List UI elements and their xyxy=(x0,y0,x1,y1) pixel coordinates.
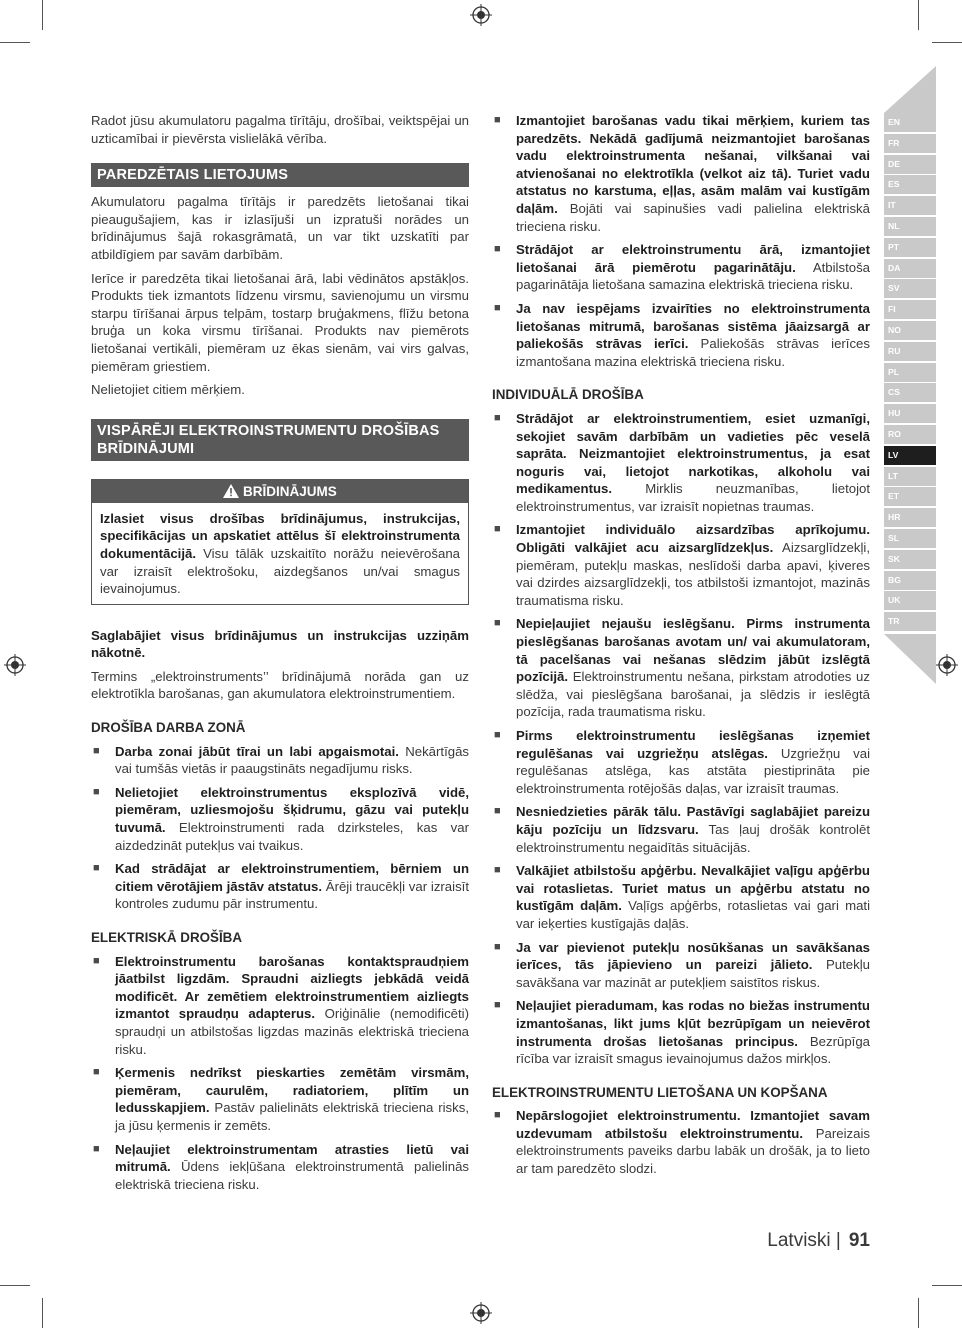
list-item xyxy=(91,784,469,854)
warning-bold-text: Izlasiet visus drošības brīdinājumus, instrukcijas, specifikācijas un apskatiet attēlus šī elektroinstrumenta dokumentācijā. xyxy=(100,510,460,561)
list-item xyxy=(492,300,870,370)
list-item-text: Ārēji traucēkļi var izraisīt kontroles zudumu pār instrumentu. xyxy=(115,878,469,912)
bullet-square-icon: ■ xyxy=(93,744,100,757)
warning-text: Visu tālāk uzskaitīto norāžu neievērošana var izraisīt elektrošoku, aizdegšanos un/vai smagus ievainojumus. xyxy=(100,545,460,597)
list-item xyxy=(492,615,870,721)
bullet-square-icon: ■ xyxy=(93,1142,100,1155)
term-note: Termins „elektroinstruments’’ brīdinājumā norāda gan uz elektrotīkla barošanas, gan akumulatora elektroinstrumentiem. xyxy=(91,668,469,702)
language-tab-uk[interactable]: UK xyxy=(884,591,936,610)
language-tab-fi[interactable]: FI xyxy=(884,300,936,319)
list-item-bold: Pirms elektroinstrumentu ieslēgšanas izņemiet regulēšanas vai uzgriežņu atslēgas. xyxy=(516,728,870,761)
list-item-bold: Ja nav iespējams izvairīties no elektroinstrumenta lietošanas mitrumā, barošanas sistēma jāaizsargā ar paliekošās strāvas ierīci. xyxy=(516,300,870,352)
warning-body xyxy=(92,503,468,604)
language-tab-sk[interactable]: SK xyxy=(884,550,936,569)
language-tab-ro[interactable]: RO xyxy=(884,425,936,444)
language-tab-cs[interactable]: CS xyxy=(884,383,936,402)
list-item-bold: Valkājiet atbilstošu apģērbu. Nevalkājiet vaļīgu apģērbu vai rotaslietas. Turiet matus un apģērbu atstatu no kustīgām daļām. xyxy=(516,863,870,914)
list-item-text: Atbilstoša pagarinātāja lietošana samazina elektriskā trieciena risku. xyxy=(516,259,870,293)
list-item xyxy=(91,860,469,913)
language-tab-lv[interactable]: LV xyxy=(884,446,936,465)
crop-mark xyxy=(918,0,919,30)
bullet-square-icon: ■ xyxy=(494,301,501,314)
page-footer xyxy=(767,1230,870,1252)
section-heading-intended-use: PAREDZĒTAIS LIETOJUMS xyxy=(91,163,469,187)
list-item-bold: Nelietojiet elektroinstrumentus eksplozīvā vidē, piemēram, uzliesmojošu šķidrumu, gāzu vai putekļu tuvumā. xyxy=(115,784,469,836)
list-item-bold: Ja var pievienot putekļu nosūkšanas un savākšanas ierīces, tās jāpievieno un pareizi jālieto. xyxy=(516,939,870,973)
save-instructions-note xyxy=(91,627,469,662)
bullet-square-icon: ■ xyxy=(494,1109,501,1122)
list-item-text: Pareizais elektroinstruments paveiks darbu labāk un drošāk, ja to lieto ar tam paredzēto slodzi. xyxy=(516,1125,871,1177)
crop-mark xyxy=(932,1285,962,1286)
registration-mark-icon xyxy=(470,1302,492,1324)
electrical-continued-list xyxy=(492,112,870,370)
bullet-square-icon: ■ xyxy=(494,523,501,536)
list-item-bold: Elektroinstrumentu barošanas kontaktspraudņiem jāatbilst ligzdām. Spraudni aizliegts jebkādā veidā modificēt. Ar zemētiem elektroinstrumentiem aizliegts izmantot spraudņu adapterus. xyxy=(115,953,469,1022)
list-item-text: Vaļīgs apģērbs, rotaslietas vai gari mati var ieķerties kustīgajās daļās. xyxy=(516,898,870,931)
list-item xyxy=(91,1141,469,1194)
list-item-bold: Kad strādājat ar elektroinstrumentiem, bērniem un citiem vērotājiem jāstāv atstatus. xyxy=(115,861,469,894)
warning-box xyxy=(91,479,469,605)
list-item-bold: Nepārslogojiet elektroinstrumentu. Izmantojiet savam uzdevumam atbilstošu elektroinstrumentu. xyxy=(516,1108,870,1141)
language-tab-hr[interactable]: HR xyxy=(884,508,936,527)
crop-mark xyxy=(42,0,43,30)
language-tab-tr[interactable]: TR xyxy=(884,612,936,631)
crop-mark xyxy=(0,1285,30,1286)
list-item xyxy=(492,1107,870,1177)
bullet-square-icon: ■ xyxy=(93,954,100,967)
subheading-personal-safety: INDIVIDUĀLĀ DROŠĪBA xyxy=(492,387,644,403)
list-item-text: Pastāv palielināts elektriskā trieciena risks, ja jūsu ķermenis ir zemēts. xyxy=(115,1100,469,1133)
registration-mark-icon xyxy=(936,654,958,676)
page-number: 91 xyxy=(848,1230,870,1251)
bullet-square-icon: ■ xyxy=(93,1066,100,1079)
list-item-bold: Ķermenis nedrīkst pieskarties zemētām virsmām, piemēram, caurulēm, radiatoriem, plītīm un ledusskapjiem. xyxy=(115,1065,469,1116)
left-column xyxy=(91,112,469,1199)
subheading-use-care: ELEKTROINSTRUMENTU LIETOŠANA UN KOPŠANA xyxy=(492,1084,828,1100)
bullet-square-icon: ■ xyxy=(494,729,501,741)
section-heading-general-warnings: VISPĀRĒJI ELEKTROINSTRUMENTU DROŠĪBAS BRĪDINĀJUMI xyxy=(91,419,469,461)
intended-use-p3: Nelietojiet citiem mērķiem. xyxy=(91,382,245,398)
list-item-bold: Neļaujiet elektroinstrumentam atrasties lietū vai mitrumā. xyxy=(115,1141,469,1175)
subheading-work-area: DROŠĪBA DARBA ZONĀ xyxy=(91,720,246,736)
bullet-square-icon: ■ xyxy=(494,999,501,1012)
list-item xyxy=(492,112,870,235)
subheading-electrical: ELEKTRISKĀ DROŠĪBA xyxy=(91,930,243,945)
bullet-square-icon: ■ xyxy=(494,940,501,953)
list-item xyxy=(492,939,870,992)
warning-title: BRĪDINĀJUMS xyxy=(243,483,337,499)
list-item xyxy=(492,803,870,856)
language-tab-fr[interactable]: FR xyxy=(884,134,936,153)
right-column xyxy=(492,112,870,1184)
list-item-text: Tas ļauj drošāk kontrolēt elektroinstrumentu negaidītās situācijās. xyxy=(516,821,870,855)
personal-safety-list xyxy=(492,410,870,1068)
list-item-text: Aizsarglīdzekļi, piemēram, putekļu maskas, neslīdoši darba apavi, ķiveres vai dzirdes aizsarglīdzekļi, tos atbilstoši izmantojot, mazinās traumatisma risku. xyxy=(516,540,870,608)
list-item-text: Elektroinstrumenti rada dzirksteles, kas var aizdedzināt putekļus vai tvaikus. xyxy=(115,820,469,853)
tab-bottom-triangle xyxy=(884,634,936,684)
language-tab-et[interactable]: ET xyxy=(884,487,936,506)
list-item xyxy=(492,521,870,609)
language-tabs xyxy=(884,113,936,633)
list-item-text: Oriģinālie (nemodificēti) spraudņi un atbilstošas ligzdas mazinās elektriskā trieciena risku. xyxy=(115,1006,469,1057)
crop-mark xyxy=(918,1298,919,1328)
list-item xyxy=(91,953,469,1059)
list-item xyxy=(492,727,870,797)
intended-use-p1: Akumulatoru pagalma tīrītājs ir paredzēts lietošanai tikai pieaugušajiem, kas ir izlasījuši un izpratuši norādes un brīdinājumus šajā rokasgrāmatā, un var tikt uzskatīti par atbildīgiem par savām darbībām. xyxy=(91,194,469,262)
bullet-square-icon: ■ xyxy=(494,114,501,126)
list-item-bold: Strādājot ar elektroinstrumentu ārā, izmantojiet lietošanai ārā piemērotu pagarinātāju. xyxy=(516,242,870,275)
list-item-bold: Neļaujiet pieradumam, kas rodas no biežas instrumentu izmantošanas, likt jums kļūt bezrūpīgam un neievērot instrumenta drošas lietošanas principus. xyxy=(516,998,870,1049)
language-tab-pt[interactable]: PT xyxy=(884,238,936,257)
list-item-text: Ūdens iekļūšana elektroinstrumentā palielinās elektriskā trieciena risku. xyxy=(115,1159,469,1192)
bullet-square-icon: ■ xyxy=(494,243,501,256)
language-tab-bg[interactable]: BG xyxy=(884,571,936,590)
list-item-bold: Nesniedzieties pārāk tālu. Pastāvīgi saglabājiet pareizu kāju pozīciju un līdzsvaru. xyxy=(516,804,870,837)
list-item-bold: Izmantojiet barošanas vadu tikai mērķiem, kuriem tas paredzēts. Nekādā gadījumā neizmantojiet barošanas vadu elektroinstrumenta nešanai, vilkšanai vai atvienošanai no elektrotīkla (velkot aiz tā). Turiet vadu atstatus no karstuma, eļļas, asām malām vai kustīgām daļām. xyxy=(516,113,870,216)
crop-mark xyxy=(42,1298,43,1328)
list-item-text: Bojāti vai sapinušies vadi palielina elektriskā trieciena risku. xyxy=(516,200,870,234)
bullet-square-icon: ■ xyxy=(494,411,501,424)
list-item-text: Bezrūpīga rīcība var izraisīt smagus ievainojumus dažos mirkļos. xyxy=(516,1033,870,1067)
bullet-square-icon: ■ xyxy=(494,805,501,818)
language-tab-pl[interactable]: PL xyxy=(884,363,936,382)
tab-top-triangle xyxy=(884,66,936,113)
language-tab-sv[interactable]: SV xyxy=(884,279,936,298)
language-tab-lt[interactable]: LT xyxy=(884,467,936,486)
language-tab-hu[interactable]: HU xyxy=(884,404,936,423)
list-item-bold: Darba zonai jābūt tīrai un labi apgaismotai. xyxy=(115,743,399,759)
intro-paragraph: Radot jūsu akumulatoru pagalma tīrītāju, drošībai, veiktspējai un uzticamībai ir pievērsta vislielākā vērība. xyxy=(91,113,469,146)
bullet-square-icon: ■ xyxy=(494,864,501,877)
language-tab-nl[interactable]: NL xyxy=(884,217,936,236)
save-note-bold: Saglabājiet visus brīdinājumus un instrukcijas uzziņām nākotnē. xyxy=(91,627,469,661)
list-item xyxy=(492,241,870,294)
language-tab-da[interactable]: DA xyxy=(884,259,936,278)
language-tab-ru[interactable]: RU xyxy=(884,342,936,361)
list-item-text: Elektroinstrumentu nešana, pirkstam atrodoties uz slēdža, vai pieslēgšana barošanai, ja slēdzis ir ieslēgtā pozīcija, rada traumatisma risku. xyxy=(516,669,870,720)
list-item-text: Mirklis neuzmanības, lietojot elektroinstrumentus, var izraisīt nopietnas traumas. xyxy=(516,481,870,514)
language-tab-de[interactable]: DE xyxy=(884,155,936,174)
list-item-text: Putekļu savākšana var mazināt ar putekļiem saistītos riskus. xyxy=(516,957,870,990)
registration-mark-icon xyxy=(470,4,492,26)
list-item-text: Paliekošās strāvas ierīces izmantošana mazina elektriskā trieciena risku. xyxy=(516,336,870,369)
list-item xyxy=(492,410,870,516)
list-item-bold: Izmantojiet individuālo aizsardzības aprīkojumu. Obligāti valkājiet acu aizsarglīdzekļus. xyxy=(516,522,870,556)
language-tab-no[interactable]: NO xyxy=(884,321,936,340)
bullet-square-icon: ■ xyxy=(93,862,100,875)
bullet-square-icon: ■ xyxy=(93,785,100,798)
use-care-list xyxy=(492,1107,870,1177)
list-item-text: Nekārtīgās vai tumšās vietās ir paaugstināts negadījumu risks. xyxy=(115,743,469,777)
language-tab-es[interactable]: ES xyxy=(884,175,936,194)
registration-mark-icon xyxy=(4,654,26,676)
list-item xyxy=(91,1064,469,1134)
list-item xyxy=(91,743,469,778)
bullet-square-icon: ■ xyxy=(494,617,501,630)
language-tab-en[interactable]: EN xyxy=(884,113,936,132)
warning-triangle-icon xyxy=(223,484,239,498)
language-tab-sl[interactable]: SL xyxy=(884,529,936,548)
list-item-bold: Nepieļaujiet nejaušu ieslēgšanu. Pirms instrumenta pieslēgšanas barošanas avotam un/ vai akumulatoram, tā pacelšanas vai nešanas slēdzim jābūt izslēgtā pozīcijā. xyxy=(516,616,870,685)
warning-header xyxy=(92,480,468,503)
list-item-bold: Strādājot ar elektroinstrumentiem, esiet uzmanīgi, sekojiet savām darbībām un vadieties pēc veselā saprāta. Neizmantojiet elektroinstrumentus, ja esat noguris vai, lietojot narkotikas, alkoholu vai medikamentus. xyxy=(516,410,870,497)
footer-language: Latviski | xyxy=(767,1230,841,1251)
intended-use-p2: Ierīce ir paredzēta tikai lietošanai ārā, labi vēdinātos apstākļos. Produkts tiek izmantots līdzenu virsmu, savienojumu un virsmu starpu tīrīšanai ārpus telpām, tostarp bruģakmens, flīžu betona bruģa un koka virsmu tīrīšanai. Produkts nav piemērots lietošanai vertikāli, piemēram uz ēkas sienām, vai virs galvas, piemēram griestiem. xyxy=(91,270,469,374)
list-item-text: Uzgriežņu vai regulēšanas atslēga, kas atstāta piestiprināta pie elektroinstrumenta rotējošās daļas, var izraisīt traumas. xyxy=(516,745,871,796)
list-item xyxy=(492,862,870,932)
crop-mark xyxy=(0,42,30,43)
list-item xyxy=(492,997,870,1067)
work-area-list xyxy=(91,743,469,913)
language-tab-it[interactable]: IT xyxy=(884,196,936,215)
electrical-list xyxy=(91,953,469,1194)
crop-mark xyxy=(932,42,962,43)
